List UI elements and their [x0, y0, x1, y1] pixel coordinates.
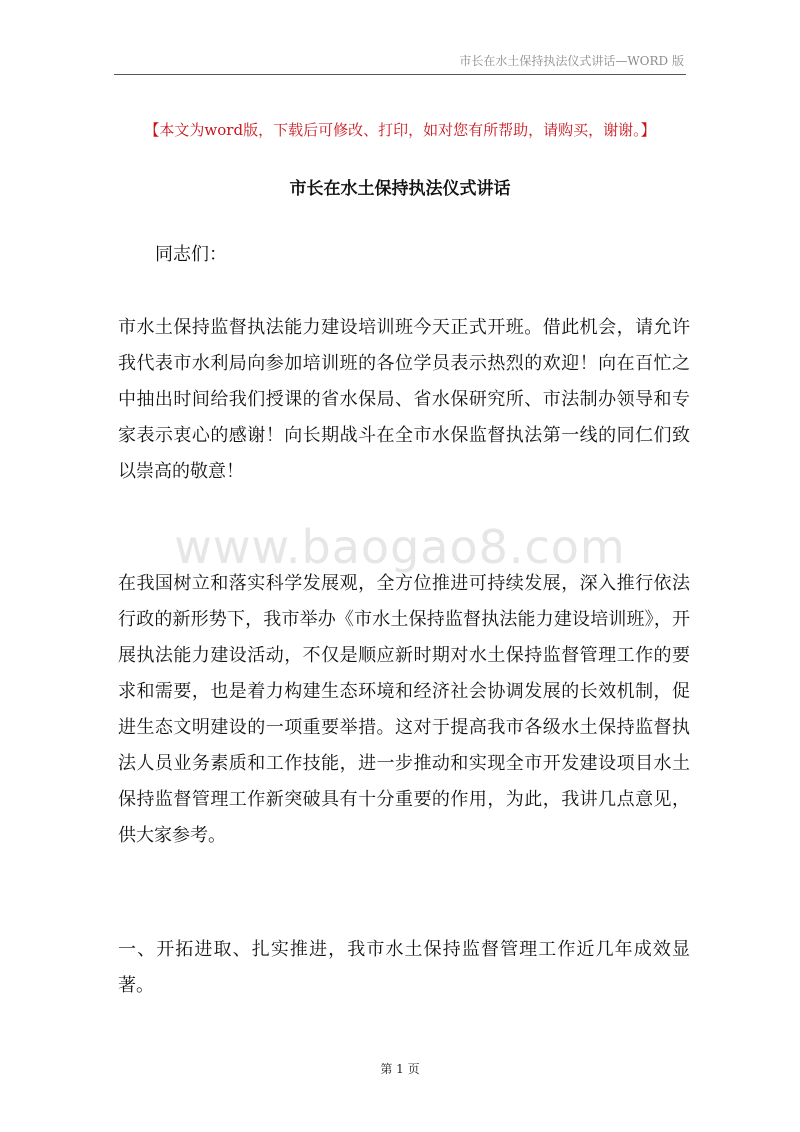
page-number: 第 1 页	[380, 1062, 420, 1076]
paragraph-3: 一、开拓进取、扎实推进，我市水土保持监督管理工作近几年成效显著。	[118, 939, 690, 996]
paragraph-2: 在我国树立和落实科学发展观，全方位推进可持续发展，深入推行依法行政的新形势下，我市举办《市水土保持监督执法能力建设培训班》，开展执法能力建设活动，不仅是顺应新时期对水土保持监督管理工作的要求和需要，也是着力构建生态环境和经济社会协调发展的长效机制，促进生态文明建设的一项重要举措。这对于提高我市各级水土保持监督执法人员业务素质和工作技能，进一步推动和实现全市开发建设项目水土保持监督管理工作新突破具有十分重要的作用，为此，我讲几点意见，供大家参考。	[118, 573, 690, 846]
paragraph-1: 市水土保持监督执法能力建设培训班今天正式开班。借此机会，请允许我代表市水利局向参加培训班的各位学员表示热烈的欢迎！向在百忙之中抽出时间给我们授课的省水保局、省水保研究所、市法制办领导和专家表示衷心的感谢！向长期战斗在全市水保监督执法第一线的同仁们致以崇高的敬意！	[118, 317, 690, 482]
watermark: www.baogao8.com	[174, 520, 626, 574]
running-header: 市长在水土保持执法仪式讲话—WORD 版	[459, 54, 684, 68]
download-notice: 【本文为word版，下载后可修改、打印，如对您有所帮助，请购买，谢谢。】	[144, 121, 656, 139]
salutation: 同志们：	[155, 244, 227, 265]
document-title: 市长在水土保持执法仪式讲话	[289, 179, 511, 199]
header-divider	[114, 74, 686, 75]
